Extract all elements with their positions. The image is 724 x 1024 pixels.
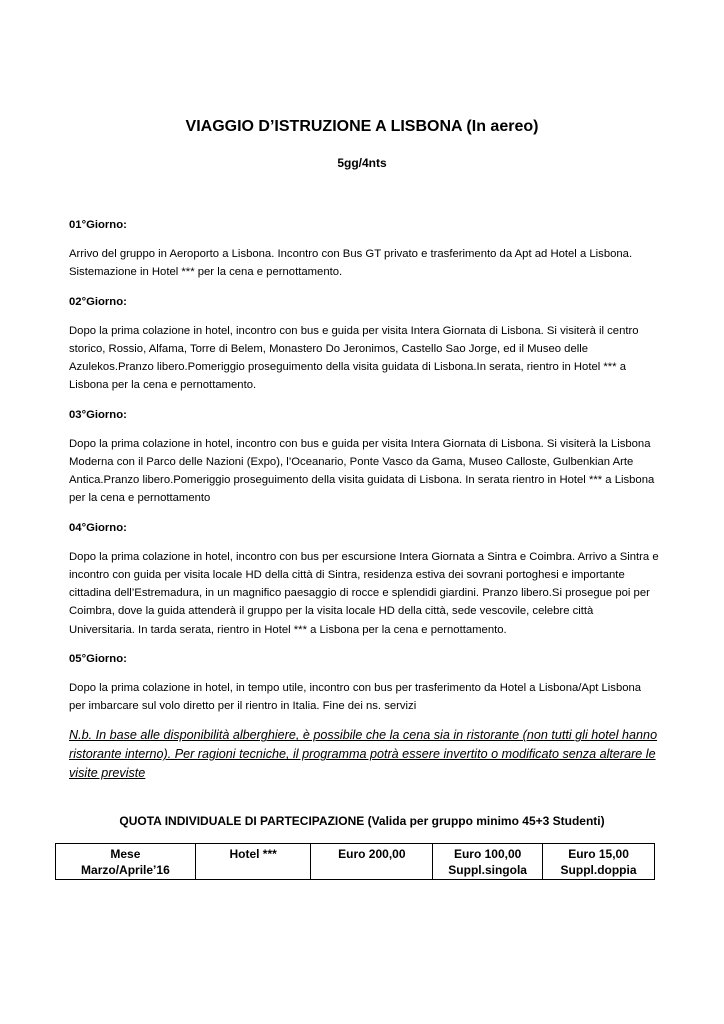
- single-supplement-price: Euro 100,00: [453, 847, 522, 861]
- table-row: [56, 844, 655, 880]
- double-supplement-label: Suppl.doppia: [560, 863, 637, 877]
- double-supplement-price: Euro 15,00: [568, 847, 629, 861]
- price-cell: [311, 844, 433, 880]
- day-1-heading: 01°Giorno:: [69, 219, 127, 231]
- day-2-heading: 02°Giorno:: [69, 295, 127, 308]
- day-4-text: Dopo la prima colazione in hotel, incontro con bus per escursione Intera Giornata a Sintra e Coimbra. Arrivo a Sintra e incontro con guida per visita locale HD della città di Sintra, residenza estiva dei sovrani portoghesi e importante cittadina dell’Estremadura, in un magnifico paesaggio di rocce e splendidi giardini. Pranzo libero.Si prosegue poi per Coimbra, dove la guida attenderà il gruppo per la visita locale HD della città, sede vescovile, celebre città Universitaria. In tarda serata, rientro in Hotel *** a Lisbona per la cena e pernottamento.: [69, 550, 659, 636]
- single-supplement-cell: [433, 844, 543, 880]
- day-4-heading: 04°Giorno:: [69, 521, 127, 534]
- day-2-text: Dopo la prima colazione in hotel, incontro con bus e guida per visita Intera Giornata di Lisbona. Si visiterà il centro storico, Rossio, Alfama, Torre di Belem, Monastero Do Jeronimos, Castello Sao Jorge, ed il Museo delle Azulekos.Pranzo libero.Pomeriggio proseguimento della visita guidata di Lisbona.In serata, rientro in Hotel *** a Lisbona per la cena e pernottamento.: [69, 324, 639, 392]
- hotel-cell: [195, 844, 311, 880]
- price-value: Euro 200,00: [338, 847, 406, 861]
- day-3-text: Dopo la prima colazione in hotel, incontro con bus e guida per visita Intera Giornata di Lisbona. Si visiterà la Lisbona Moderna con il Parco delle Nazioni (Expo), l’Oceanario, Ponte Vasco da Gama, Museo Calloste, Gulbenkian Arte Antica.Pranzo libero.Pomeriggio proseguimento della visita guidata di Lisbona. In serata rientro in Hotel *** a Lisbona per la cena e pernottamento: [69, 437, 655, 505]
- page-title: VIAGGIO D’ISTRUZIONE A LISBONA (In aereo): [185, 118, 539, 135]
- day-3-heading: 03°Giorno:: [69, 408, 127, 421]
- price-table: [55, 843, 655, 880]
- day-5-heading: 05°Giorno:: [69, 652, 127, 665]
- duration-subtitle: 5gg/4nts: [337, 156, 387, 170]
- itinerary: [69, 216, 659, 783]
- day-5-text: Dopo la prima colazione in hotel, in tempo utile, incontro con bus per trasferimento da Hotel a Lisbona/Apt Lisbona per imbarcare sul volo diretto per il rientro in Italia. Fine dei ns. servizi: [69, 682, 642, 713]
- month-label: Mese: [110, 847, 141, 861]
- quota-heading: QUOTA INDIVIDUALE DI PARTECIPAZIONE (Valida per gruppo minimo 45+3 Studenti): [119, 814, 605, 828]
- day-1-text: Arrivo del gruppo in Aeroporto a Lisbona. Incontro con Bus GT privato e trasferimento da Apt ad Hotel a Lisbona. Sistemazione in Hotel *** per la cena e pernottamento.: [69, 248, 633, 279]
- double-supplement-cell: [543, 844, 655, 880]
- month-value: Marzo/Aprile’16: [81, 863, 170, 877]
- single-supplement-label: Suppl.singola: [448, 863, 527, 877]
- month-cell: [56, 844, 196, 880]
- hotel-category: Hotel ***: [229, 847, 277, 861]
- note-paragraph: N.b. In base alle disponibilità alberghiere, è possibile che la cena sia in ristorante (non tutti gli hotel hanno ristorante interno). Per ragioni tecniche, il programma potrà essere invertito o modificato senza alterare le visite previste: [69, 728, 658, 781]
